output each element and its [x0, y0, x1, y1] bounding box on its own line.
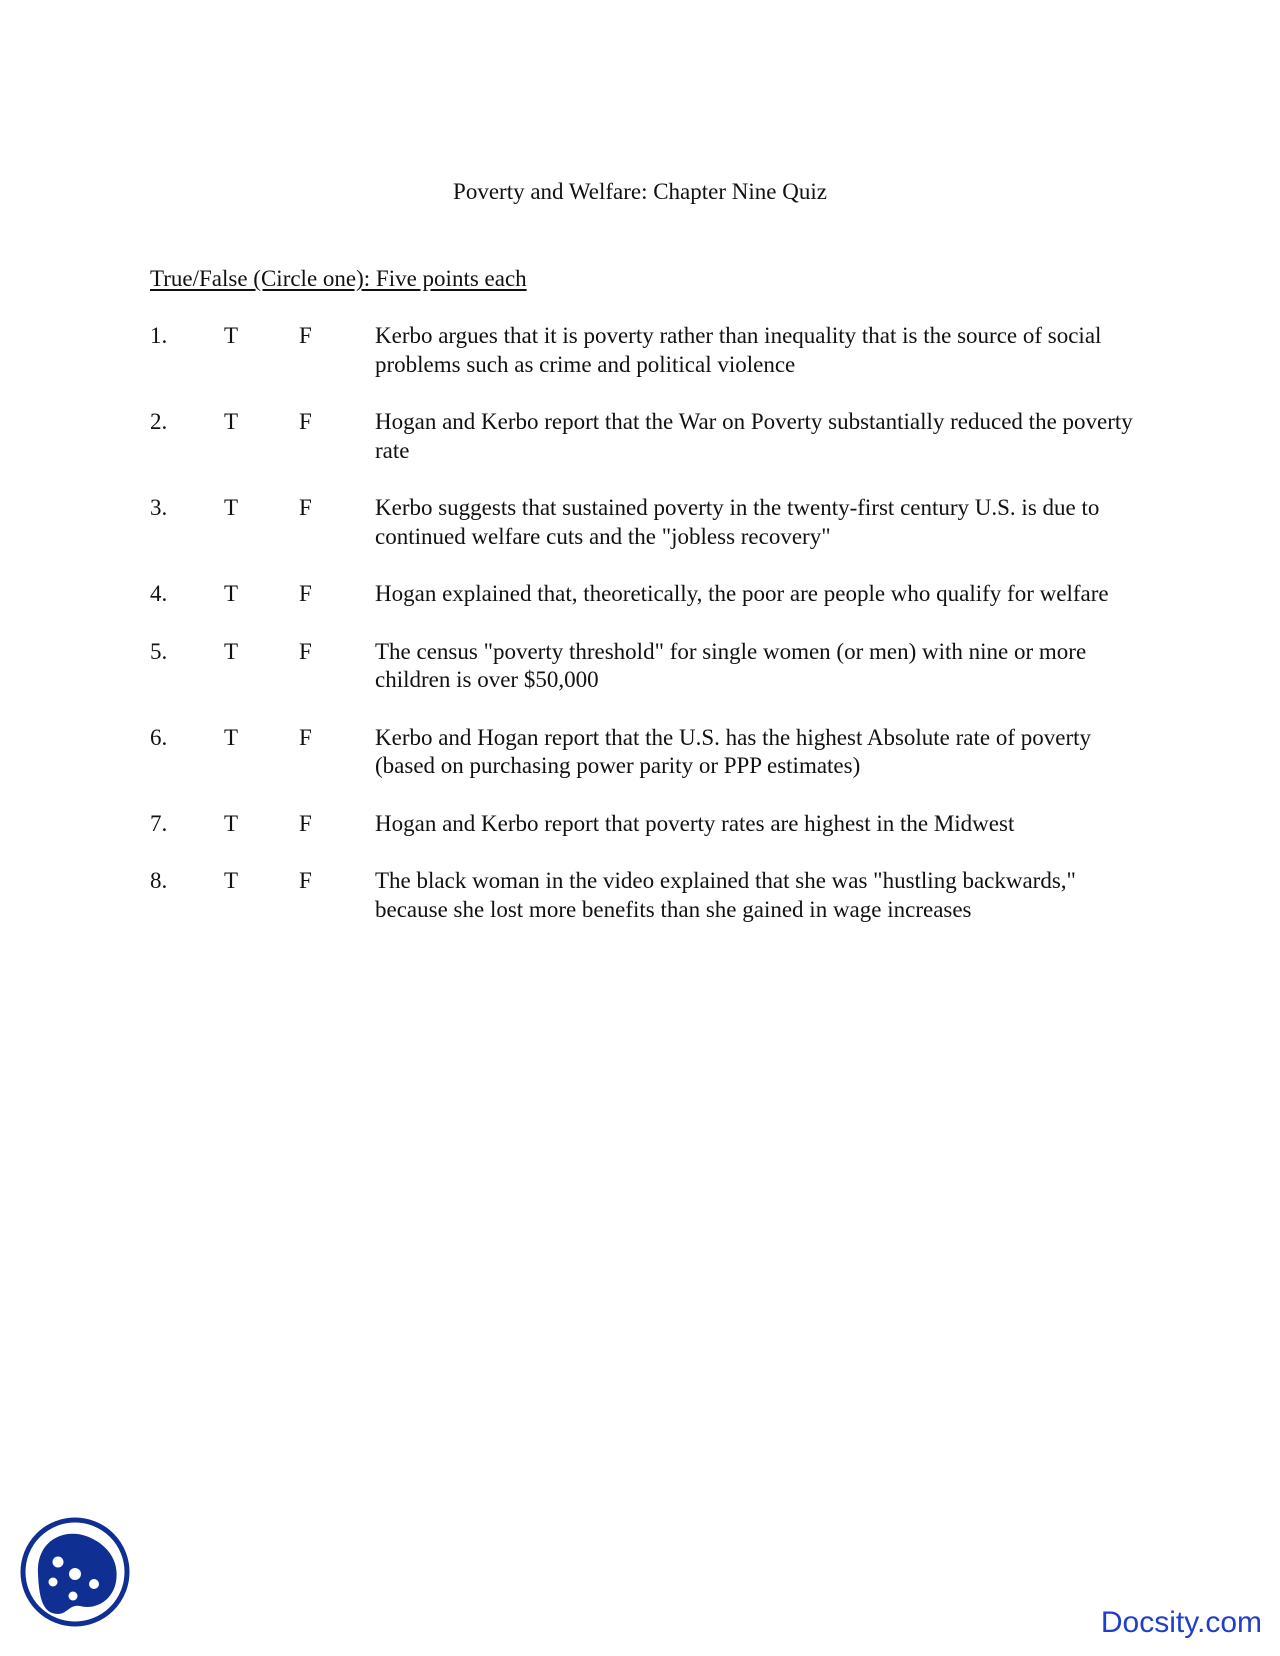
- question-text: Kerbo suggests that sustained poverty in the twenty-first century U.S. is due to continued welfare cuts and the "jobless recovery": [375, 495, 1100, 549]
- question-text: Hogan and Kerbo report that poverty rates are highest in the Midwest: [375, 810, 1015, 836]
- false-option[interactable]: F: [299, 638, 312, 664]
- true-option[interactable]: T: [224, 724, 239, 750]
- question-number: 5.: [150, 638, 168, 664]
- docsity-logo-icon[interactable]: [20, 1516, 130, 1628]
- true-option[interactable]: T: [224, 581, 239, 606]
- question-text: Hogan and Kerbo report that the War on Poverty substantially reduced the poverty rate: [375, 409, 1133, 463]
- false-option[interactable]: F: [299, 323, 312, 348]
- question-number: 1.: [150, 323, 168, 348]
- question-item: [150, 638, 1150, 695]
- page-title: Poverty and Welfare: Chapter Nine Quiz: [453, 179, 827, 204]
- section-heading: True/False (Circle one): Five points each: [150, 266, 527, 291]
- question-text: Kerbo and Hogan report that the U.S. has the highest Absolute rate of poverty (based on purchasing power parity or PPP estimates): [375, 724, 1092, 778]
- question-number: 7.: [150, 810, 168, 836]
- question-number: 6.: [150, 724, 168, 750]
- false-option[interactable]: F: [299, 581, 312, 606]
- question-item: [150, 322, 1150, 379]
- true-option[interactable]: T: [224, 868, 239, 893]
- question-number: 8.: [150, 868, 168, 893]
- false-option[interactable]: F: [299, 868, 312, 893]
- true-option[interactable]: T: [224, 323, 239, 348]
- question-item: [150, 810, 1150, 839]
- false-option[interactable]: F: [299, 810, 312, 836]
- true-option[interactable]: T: [224, 409, 239, 434]
- question-number: 3.: [150, 495, 168, 520]
- true-option[interactable]: T: [224, 638, 239, 664]
- question-item: [150, 408, 1150, 465]
- false-option[interactable]: F: [299, 724, 312, 750]
- question-text: The census "poverty threshold" for single women (or men) with nine or more children is over $50,000: [375, 638, 1087, 692]
- question-item: [150, 494, 1150, 551]
- docsity-brand-link[interactable]: Docsity.com: [1100, 1606, 1262, 1639]
- true-option[interactable]: T: [224, 495, 239, 520]
- question-text: Hogan explained that, theoretically, the poor are people who qualify for welfare: [375, 581, 1109, 606]
- false-option[interactable]: F: [299, 495, 312, 520]
- question-item: [150, 580, 1150, 609]
- question-text: Kerbo argues that it is poverty rather than inequality that is the source of social problems such as crime and political violence: [375, 323, 1102, 377]
- question-item: [150, 867, 1150, 924]
- question-text: The black woman in the video explained that she was "hustling backwards," because she lost more benefits than she gained in wage increases: [375, 868, 1076, 922]
- question-item: [150, 724, 1150, 781]
- question-number: 2.: [150, 409, 168, 434]
- question-list: [150, 322, 1150, 953]
- false-option[interactable]: F: [299, 409, 312, 434]
- true-option[interactable]: T: [224, 810, 239, 836]
- question-number: 4.: [150, 581, 168, 606]
